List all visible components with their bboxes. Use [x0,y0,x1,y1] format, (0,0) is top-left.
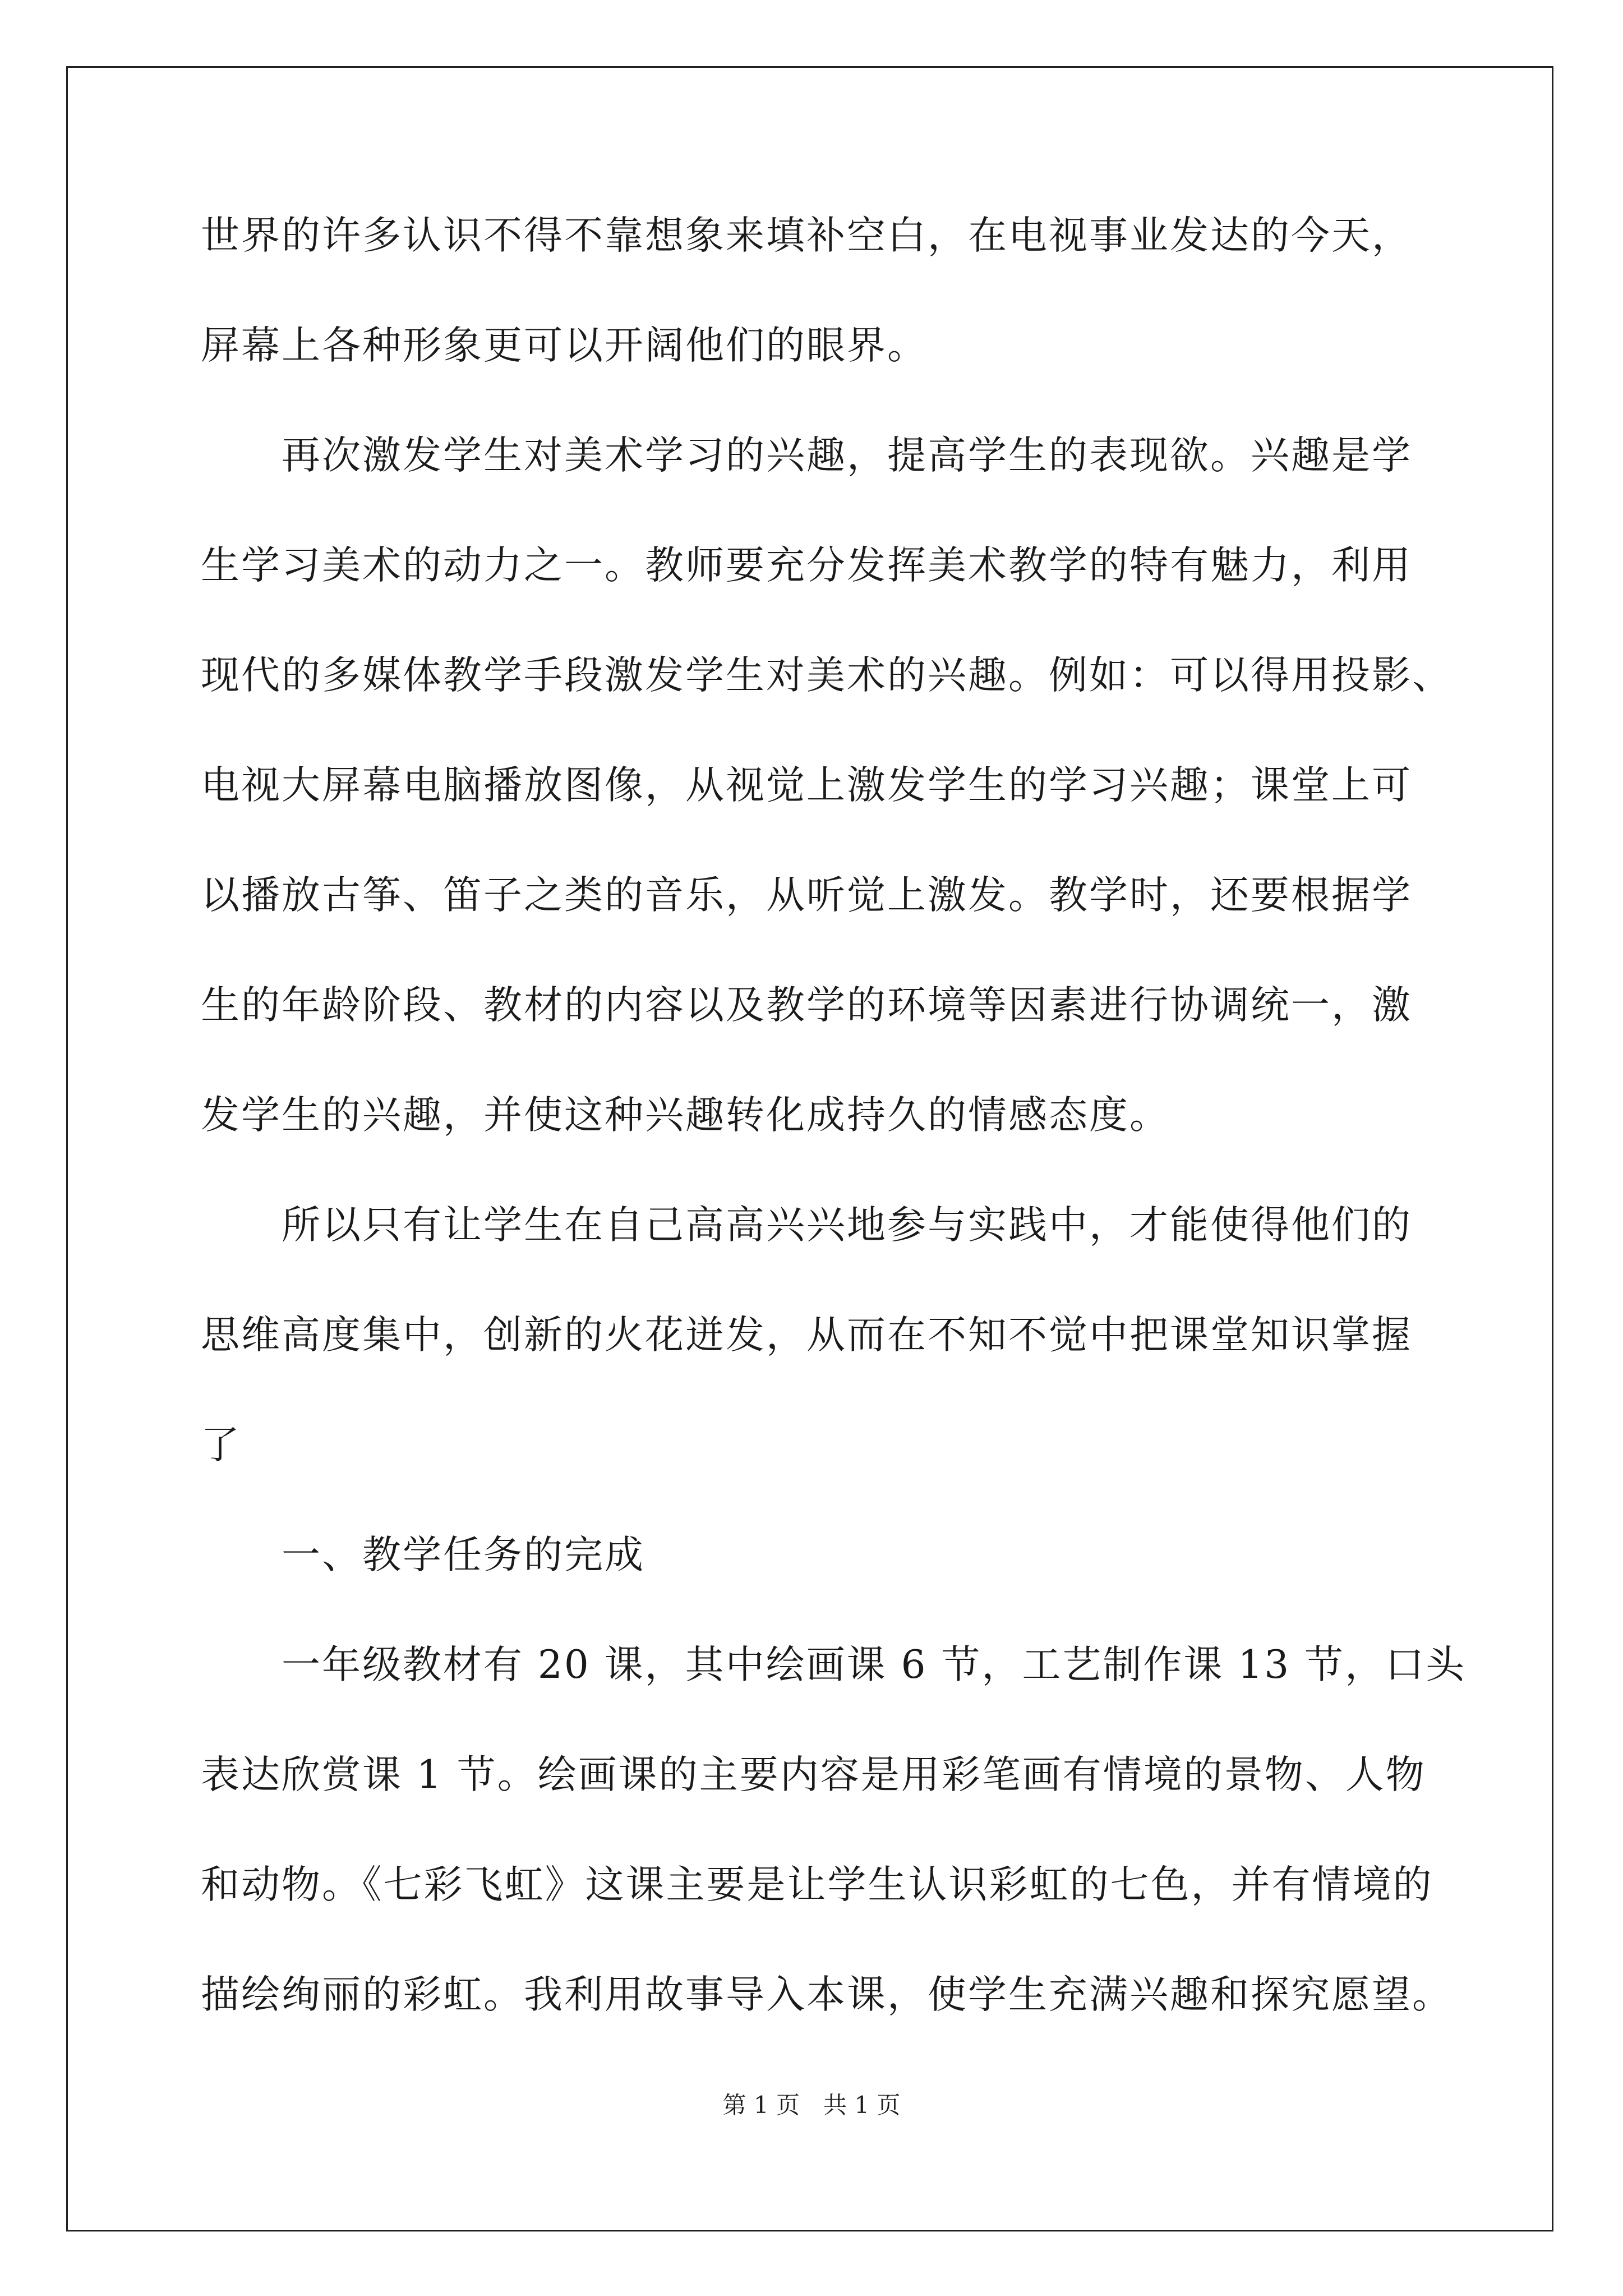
text-line: 发学生的兴趣，并使这种兴趣转化成持久的情感态度。 [201,1093,1170,1138]
text-line: 生学习美术的动力之一。教师要充分发挥美术教学的特有魅力，利用 [201,543,1412,588]
text-line: 所以只有让学生在自己高高兴兴地参与实践中，才能使得他们的 [201,1203,1412,1248]
text-line: 表达欣赏课 1 节。绘画课的主要内容是用彩笔画有情境的景物、人物 [201,1752,1426,1797]
text-line: 屏幕上各种形象更可以开阔他们的眼界。 [201,323,928,368]
text-line: 以播放古筝、笛子之类的音乐，从听觉上激发。教学时，还要根据学 [201,873,1412,918]
text-line: 一年级教材有 20 课，其中绘画课 6 节，工艺制作课 13 节，口头 [201,1642,1467,1687]
section-heading: 一、教学任务的完成 [201,1533,645,1577]
text-line: 现代的多媒体教学手段激发学生对美术的兴趣。例如：可以得用投影、 [201,653,1453,698]
text-line: 了 [201,1423,241,1467]
page-number-footer: 第 1 页 共 1 页 [722,2091,901,2119]
text-line: 再次激发学生对美术学习的兴趣，提高学生的表现欲。兴趣是学 [201,433,1412,478]
text-line: 思维高度集中，创新的火花迸发，从而在不知不觉中把课堂知识掌握 [201,1313,1412,1358]
document-body [201,209,1467,2078]
text-line: 生的年龄阶段、教材的内容以及教学的环境等因素进行协调统一，激 [201,983,1412,1028]
text-line: 电视大屏幕电脑播放图像，从视觉上激发学生的学习兴趣；课堂上可 [201,763,1412,808]
text-line: 世界的许多认识不得不靠想象来填补空白，在电视事业发达的今天， [201,213,1412,258]
text-line: 描绘绚丽的彩虹。我利用故事导入本课，使学生充满兴趣和探究愿望。 [201,1972,1453,2017]
text-line: 和动物。《七彩飞虹》这课主要是让学生认识彩虹的七色，并有情境的 [201,1862,1433,1907]
